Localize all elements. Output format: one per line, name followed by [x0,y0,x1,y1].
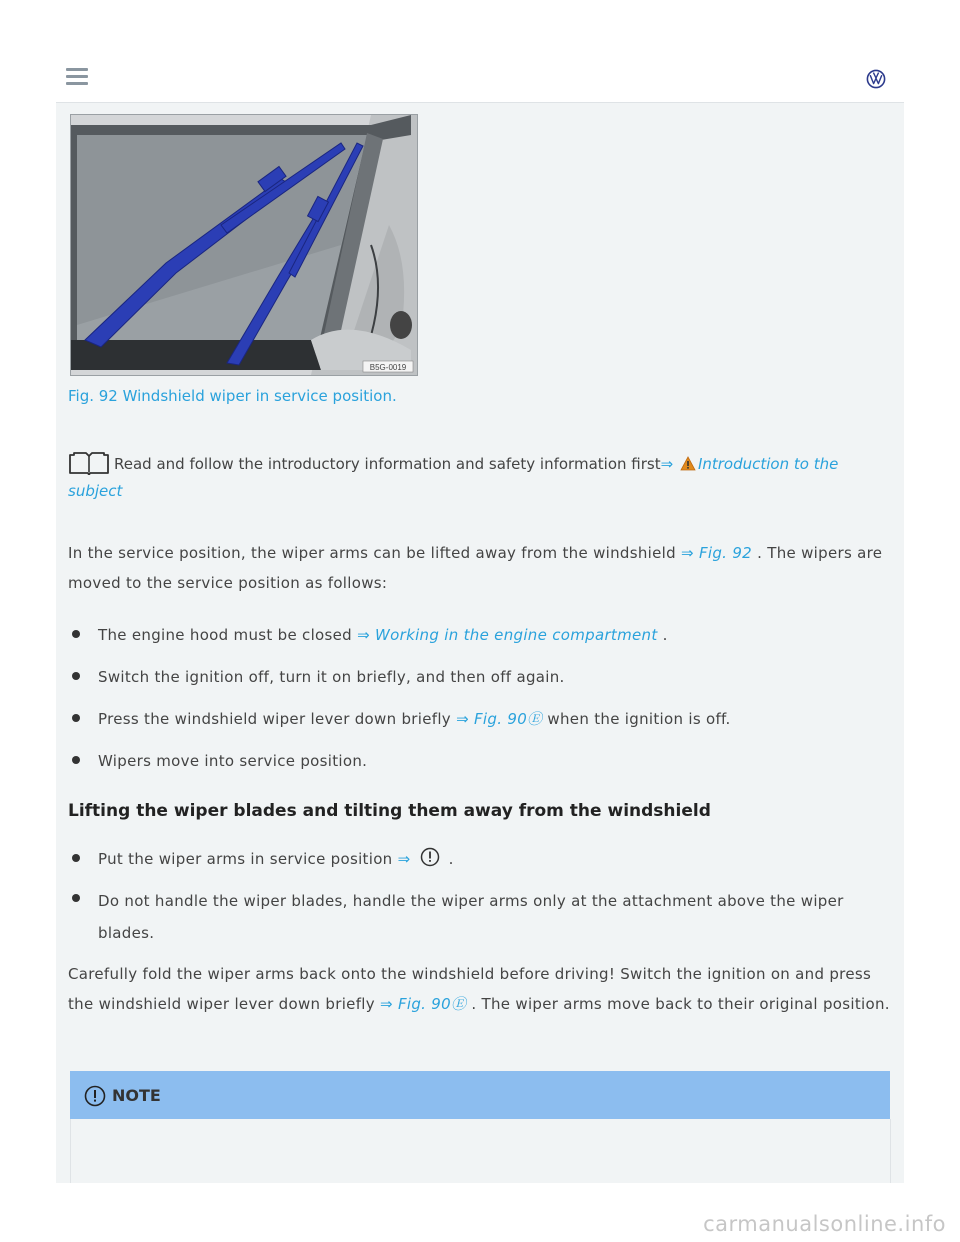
list-item [68,663,898,705]
list-item-text: Do not handle the wiper blades, handle the wiper arms only at the attachment above the wiper blades. [98,892,844,942]
exclamation-circle-icon[interactable] [420,847,440,867]
list-item [68,885,898,949]
intro-arrow[interactable]: ⇒ [660,455,674,473]
list-item-after: . [448,850,454,868]
paragraph2-text: Carefully fold the wiper arms back onto the windshield before driving! Switch the ignition on and press the windshield wiper lever down briefly [68,965,872,1013]
exclamation-circle-icon [84,1085,106,1107]
note-link-arrow[interactable]: ⇒ [397,850,411,868]
watermark: carmanualsonline.info [703,1212,946,1236]
warning-triangle-icon [680,456,696,471]
note-body [70,1119,891,1183]
list-item-text: Put the wiper arms in service position [98,850,393,868]
list-item [68,845,898,885]
list-item-text: Wipers move into service position. [98,752,368,770]
paragraph1-text: In the service position, the wiper arms can be lifted away from the windshield [68,544,676,562]
figure-image [70,114,418,376]
intro-text: Read and follow the introductory information and safety information first [114,455,661,473]
list-item-text: Switch the ignition off, turn it on briefly, and then off again. [98,668,565,686]
section-heading: Lifting the wiper blades and tilting them away from the windshield [68,801,711,821]
intro-notice [68,451,888,505]
note-header [70,1071,890,1119]
paragraph-service-position [68,538,898,598]
service-steps-list [68,621,898,789]
list-item-text: Press the windshield wiper lever down briefly [98,710,451,728]
book-icon [68,451,110,475]
list-item [68,705,898,747]
vw-logo-icon[interactable] [866,69,886,89]
list-item-after: when the ignition is off. [547,710,731,728]
fig90-link-2[interactable]: ⇒ Fig. 90Ⓔ [380,995,467,1013]
figure-caption: Fig. 92 Windshield wiper in service position. [68,387,397,405]
paragraph2-after: . The wiper arms move back to their original position. [471,995,890,1013]
list-item [68,621,898,663]
list-item-after: . [662,626,668,644]
fig92-link[interactable]: ⇒ Fig. 92 [681,544,753,562]
list-item-text: The engine hood must be closed [98,626,353,644]
image-label: B5G-0019 [369,363,407,372]
list-item [68,747,898,789]
note-label: NOTE [112,1086,161,1105]
intro-link[interactable]: Introduction to the subject [68,455,839,500]
paragraph-fold-back [68,959,898,1019]
top-bar [56,56,904,103]
lifting-steps-list [68,845,898,949]
fig90-link[interactable]: ⇒ Fig. 90Ⓔ [456,710,543,728]
paragraph1-after: . The wipers are moved to the service position as follows: [68,544,883,592]
content-panel [56,103,904,1183]
hamburger-menu-icon[interactable] [66,68,88,88]
windshield-wiper-illustration [71,115,417,375]
engine-compartment-link[interactable]: ⇒ Working in the engine compartment [357,626,658,644]
